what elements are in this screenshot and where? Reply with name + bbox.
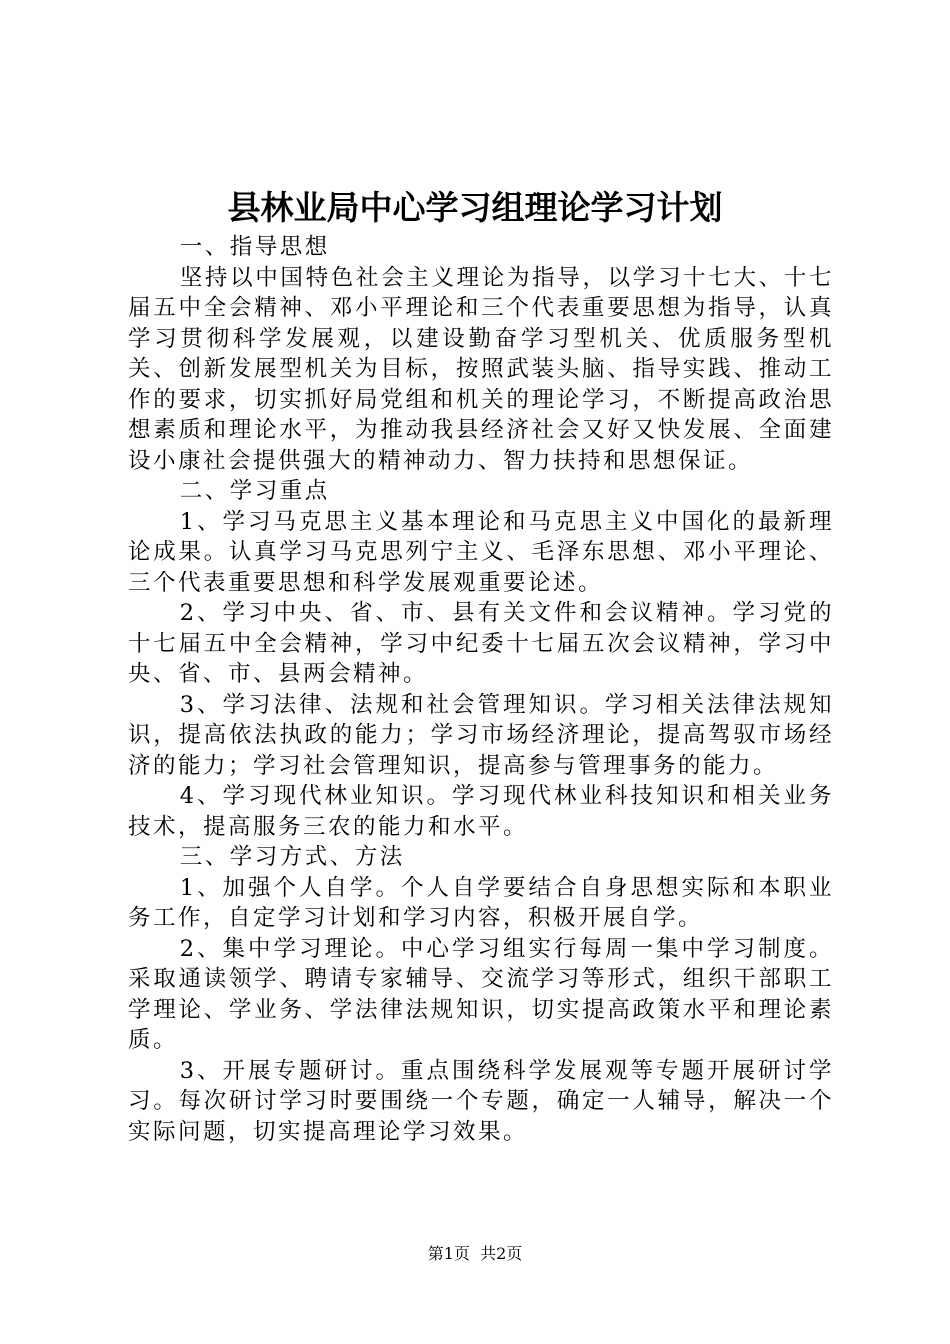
section-heading-guiding-thought: 一、指导思想: [179, 234, 330, 260]
page-number: 第1页: [427, 1244, 470, 1263]
paragraph-guiding-thought: 坚持以中国特色社会主义理论为指导，以学习十七大、十七届五中全会精神、邓小平理论和三个代表重要思想为指导，认真学习贯彻科学发展观，以建设勤奋学习型机关、优质服务型机关、创新发展型机关为目标，按照武装头脑、指导实践、推动工作的要求，切实抓好局党组和机关的理论学习，不断提高政治思想素质和理论水平，为推动我县经济社会又好又快发展、全面建设小康社会提供强大的精神动力、智力扶持和思想保证。: [128, 264, 834, 474]
paragraph-method-2: 2、集中学习理论。中心学习组实行每周一集中学习制度。采取通读领学、聘请专家辅导、交流学习等形式，组织干部职工学理论、学业务、学法律法规知识，切实提高政策水平和理论素质。: [128, 935, 834, 1053]
document-title: 县林业局中心学习组理论学习计划: [227, 188, 723, 227]
paragraph-focus-4: 4、学习现代林业知识。学习现代林业科技知识和相关业务技术，提高服务三农的能力和水平。: [128, 783, 834, 840]
paragraph-focus-2: 2、学习中央、省、市、县有关文件和会议精神。学习党的十七届五中全会精神，学习中纪委十七届五次会议精神，学习中央、省、市、县两会精神。: [128, 600, 834, 687]
section-heading-study-methods: 三、学习方式、方法: [179, 844, 405, 870]
paragraph-focus-1: 1、学习马克思主义基本理论和马克思主义中国化的最新理论成果。认真学习马克思列宁主义、毛泽东思想、邓小平理论、三个代表重要思想和科学发展观重要论述。: [128, 508, 834, 596]
paragraph-method-3: 3、开展专题研讨。重点围绕科学发展观等专题开展研讨学习。每次研讨学习时要围绕一个专题，确定一人辅导，解决一个实际问题，切实提高理论学习效果。: [128, 1057, 834, 1145]
page-footer: [0, 1243, 950, 1265]
section-heading-study-focus: 二、学习重点: [179, 478, 330, 504]
page-total: 共2页: [480, 1244, 523, 1263]
document-body: [128, 232, 834, 1147]
paragraph-focus-3: 3、学习法律、法规和社会管理知识。学习相关法律法规知识，提高依法执政的能力；学习市场经济理论，提高驾驭市场经济的能力；学习社会管理知识，提高参与管理事务的能力。: [128, 691, 834, 779]
paragraph-method-1: 1、加强个人自学。个人自学要结合自身思想实际和本职业务工作，自定学习计划和学习内容，积极开展自学。: [128, 874, 834, 931]
footer-separator: [470, 1244, 480, 1263]
